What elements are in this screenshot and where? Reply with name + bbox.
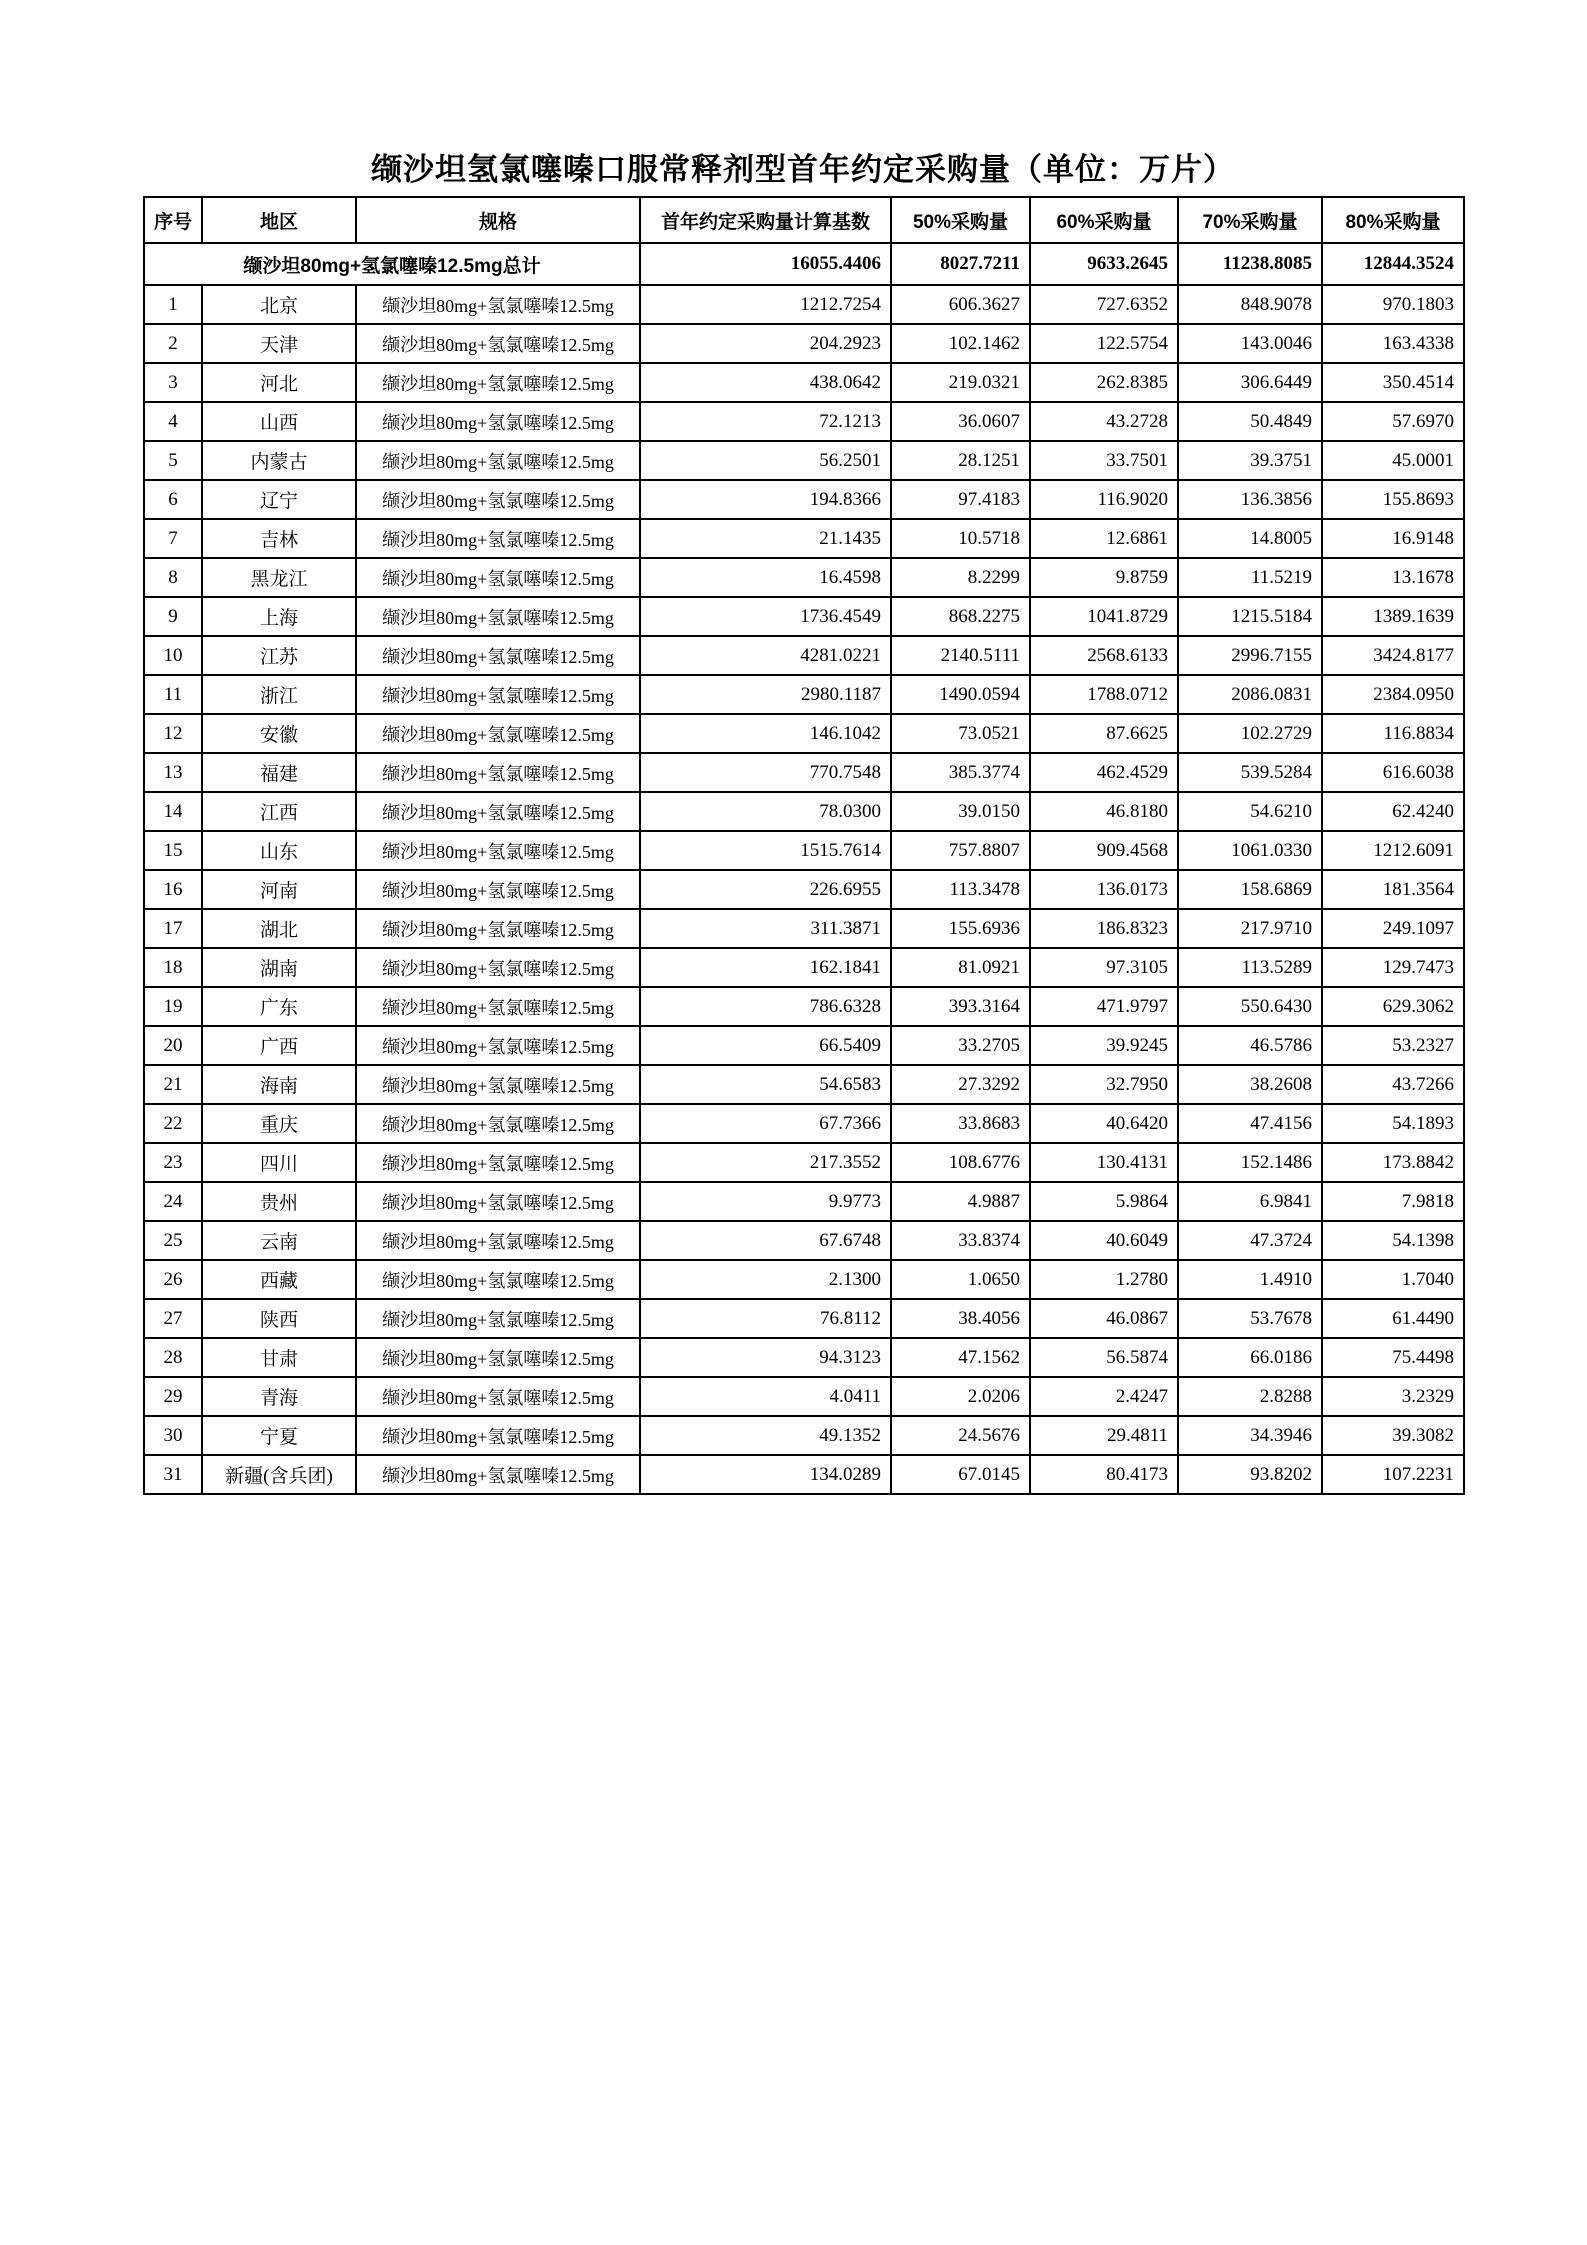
cell-value-2: 155.6936 (891, 909, 1030, 948)
cell-index: 29 (144, 1377, 202, 1416)
cell-value-1: 194.8366 (640, 480, 891, 519)
cell-spec: 缬沙坦80mg+氢氯噻嗪12.5mg (356, 870, 640, 909)
cell-value-3: 122.5754 (1030, 324, 1178, 363)
cell-spec: 缬沙坦80mg+氢氯噻嗪12.5mg (356, 1182, 640, 1221)
column-header-7: 70%采购量 (1178, 197, 1322, 243)
cell-value-3: 29.4811 (1030, 1416, 1178, 1455)
table-row (144, 1377, 1464, 1416)
cell-spec: 缬沙坦80mg+氢氯噻嗪12.5mg (356, 285, 640, 324)
cell-index: 15 (144, 831, 202, 870)
cell-region: 河南 (202, 870, 356, 909)
cell-index: 8 (144, 558, 202, 597)
cell-region: 四川 (202, 1143, 356, 1182)
cell-region: 云南 (202, 1221, 356, 1260)
cell-value-2: 757.8807 (891, 831, 1030, 870)
cell-value-5: 155.8693 (1322, 480, 1464, 519)
cell-value-1: 786.6328 (640, 987, 891, 1026)
cell-value-5: 629.3062 (1322, 987, 1464, 1026)
cell-value-5: 54.1398 (1322, 1221, 1464, 1260)
cell-value-5: 54.1893 (1322, 1104, 1464, 1143)
cell-value-3: 1041.8729 (1030, 597, 1178, 636)
table-row (144, 1104, 1464, 1143)
cell-value-4: 66.0186 (1178, 1338, 1322, 1377)
cell-value-2: 868.2275 (891, 597, 1030, 636)
cell-value-3: 1788.0712 (1030, 675, 1178, 714)
cell-region: 福建 (202, 753, 356, 792)
cell-index: 25 (144, 1221, 202, 1260)
cell-value-4: 53.7678 (1178, 1299, 1322, 1338)
cell-value-3: 136.0173 (1030, 870, 1178, 909)
cell-value-4: 6.9841 (1178, 1182, 1322, 1221)
cell-value-1: 94.3123 (640, 1338, 891, 1377)
cell-value-4: 306.6449 (1178, 363, 1322, 402)
cell-value-5: 970.1803 (1322, 285, 1464, 324)
cell-region: 新疆(含兵团) (202, 1455, 356, 1494)
cell-value-4: 102.2729 (1178, 714, 1322, 753)
cell-value-1: 2980.1187 (640, 675, 891, 714)
cell-value-2: 10.5718 (891, 519, 1030, 558)
cell-index: 3 (144, 363, 202, 402)
cell-region: 海南 (202, 1065, 356, 1104)
cell-value-4: 143.0046 (1178, 324, 1322, 363)
cell-value-1: 770.7548 (640, 753, 891, 792)
table-row (144, 1065, 1464, 1104)
column-header-5: 50%采购量 (891, 197, 1030, 243)
column-header-3: 规格 (356, 197, 640, 243)
cell-value-4: 550.6430 (1178, 987, 1322, 1026)
column-header-8: 80%采购量 (1322, 197, 1464, 243)
cell-region: 江西 (202, 792, 356, 831)
cell-value-1: 54.6583 (640, 1065, 891, 1104)
cell-region: 宁夏 (202, 1416, 356, 1455)
cell-spec: 缬沙坦80mg+氢氯噻嗪12.5mg (356, 1455, 640, 1494)
cell-value-4: 14.8005 (1178, 519, 1322, 558)
cell-index: 17 (144, 909, 202, 948)
cell-index: 13 (144, 753, 202, 792)
total-value-1: 16055.4406 (640, 243, 891, 285)
total-row (144, 243, 1464, 285)
cell-index: 10 (144, 636, 202, 675)
table-row (144, 363, 1464, 402)
cell-region: 湖北 (202, 909, 356, 948)
cell-value-3: 87.6625 (1030, 714, 1178, 753)
cell-value-3: 186.8323 (1030, 909, 1178, 948)
cell-index: 23 (144, 1143, 202, 1182)
cell-index: 9 (144, 597, 202, 636)
table-row (144, 1182, 1464, 1221)
cell-spec: 缬沙坦80mg+氢氯噻嗪12.5mg (356, 1299, 640, 1338)
cell-value-5: 39.3082 (1322, 1416, 1464, 1455)
cell-spec: 缬沙坦80mg+氢氯噻嗪12.5mg (356, 402, 640, 441)
cell-value-5: 13.1678 (1322, 558, 1464, 597)
cell-value-5: 3424.8177 (1322, 636, 1464, 675)
cell-value-1: 438.0642 (640, 363, 891, 402)
cell-value-2: 108.6776 (891, 1143, 1030, 1182)
cell-index: 1 (144, 285, 202, 324)
cell-value-3: 40.6049 (1030, 1221, 1178, 1260)
cell-spec: 缬沙坦80mg+氢氯噻嗪12.5mg (356, 558, 640, 597)
cell-value-5: 62.4240 (1322, 792, 1464, 831)
table-row (144, 1143, 1464, 1182)
cell-value-5: 75.4498 (1322, 1338, 1464, 1377)
cell-value-1: 146.1042 (640, 714, 891, 753)
cell-value-2: 33.8374 (891, 1221, 1030, 1260)
total-row-label: 缬沙坦80mg+氢氯噻嗪12.5mg总计 (144, 243, 640, 285)
cell-region: 江苏 (202, 636, 356, 675)
cell-value-3: 33.7501 (1030, 441, 1178, 480)
cell-value-2: 36.0607 (891, 402, 1030, 441)
table-row (144, 714, 1464, 753)
total-value-3: 9633.2645 (1030, 243, 1178, 285)
cell-index: 4 (144, 402, 202, 441)
table-row (144, 1455, 1464, 1494)
table-row (144, 792, 1464, 831)
cell-value-2: 38.4056 (891, 1299, 1030, 1338)
column-header-4: 首年约定采购量计算基数 (640, 197, 891, 243)
total-value-4: 11238.8085 (1178, 243, 1322, 285)
cell-value-2: 39.0150 (891, 792, 1030, 831)
cell-value-3: 80.4173 (1030, 1455, 1178, 1494)
cell-value-5: 1.7040 (1322, 1260, 1464, 1299)
cell-value-4: 54.6210 (1178, 792, 1322, 831)
table-row (144, 285, 1464, 324)
cell-value-1: 76.8112 (640, 1299, 891, 1338)
cell-value-2: 67.0145 (891, 1455, 1030, 1494)
cell-value-4: 47.4156 (1178, 1104, 1322, 1143)
table-row (144, 831, 1464, 870)
table-row (144, 597, 1464, 636)
table-row (144, 1026, 1464, 1065)
table-row (144, 1338, 1464, 1377)
cell-value-3: 97.3105 (1030, 948, 1178, 987)
cell-value-1: 162.1841 (640, 948, 891, 987)
table-row (144, 1260, 1464, 1299)
cell-value-5: 1212.6091 (1322, 831, 1464, 870)
cell-value-2: 2140.5111 (891, 636, 1030, 675)
cell-value-4: 50.4849 (1178, 402, 1322, 441)
cell-value-2: 219.0321 (891, 363, 1030, 402)
cell-value-5: 249.1097 (1322, 909, 1464, 948)
cell-value-1: 9.9773 (640, 1182, 891, 1221)
cell-value-3: 46.0867 (1030, 1299, 1178, 1338)
cell-value-2: 81.0921 (891, 948, 1030, 987)
cell-value-4: 2996.7155 (1178, 636, 1322, 675)
cell-value-4: 47.3724 (1178, 1221, 1322, 1260)
cell-region: 吉林 (202, 519, 356, 558)
cell-value-5: 43.7266 (1322, 1065, 1464, 1104)
cell-spec: 缬沙坦80mg+氢氯噻嗪12.5mg (356, 987, 640, 1026)
cell-value-2: 97.4183 (891, 480, 1030, 519)
cell-index: 2 (144, 324, 202, 363)
cell-value-2: 28.1251 (891, 441, 1030, 480)
cell-spec: 缬沙坦80mg+氢氯噻嗪12.5mg (356, 480, 640, 519)
cell-value-5: 163.4338 (1322, 324, 1464, 363)
cell-index: 12 (144, 714, 202, 753)
cell-value-4: 38.2608 (1178, 1065, 1322, 1104)
cell-spec: 缬沙坦80mg+氢氯噻嗪12.5mg (356, 324, 640, 363)
cell-index: 18 (144, 948, 202, 987)
cell-region: 安徽 (202, 714, 356, 753)
cell-region: 广西 (202, 1026, 356, 1065)
cell-value-4: 39.3751 (1178, 441, 1322, 480)
cell-value-1: 226.6955 (640, 870, 891, 909)
cell-value-1: 4281.0221 (640, 636, 891, 675)
cell-index: 28 (144, 1338, 202, 1377)
cell-value-2: 73.0521 (891, 714, 1030, 753)
cell-value-3: 12.6861 (1030, 519, 1178, 558)
cell-value-1: 66.5409 (640, 1026, 891, 1065)
cell-value-1: 4.0411 (640, 1377, 891, 1416)
cell-index: 5 (144, 441, 202, 480)
cell-index: 26 (144, 1260, 202, 1299)
cell-index: 31 (144, 1455, 202, 1494)
cell-value-4: 93.8202 (1178, 1455, 1322, 1494)
cell-value-2: 47.1562 (891, 1338, 1030, 1377)
page-title: 缬沙坦氢氯噻嗪口服常释剂型首年约定采购量（单位：万片） (371, 152, 1235, 187)
cell-value-4: 34.3946 (1178, 1416, 1322, 1455)
total-value-2: 8027.7211 (891, 243, 1030, 285)
cell-index: 11 (144, 675, 202, 714)
cell-value-1: 2.1300 (640, 1260, 891, 1299)
cell-index: 24 (144, 1182, 202, 1221)
cell-region: 内蒙古 (202, 441, 356, 480)
cell-value-4: 11.5219 (1178, 558, 1322, 597)
cell-value-2: 4.9887 (891, 1182, 1030, 1221)
cell-value-3: 262.8385 (1030, 363, 1178, 402)
cell-value-2: 33.8683 (891, 1104, 1030, 1143)
cell-spec: 缬沙坦80mg+氢氯噻嗪12.5mg (356, 1221, 640, 1260)
cell-value-3: 1.2780 (1030, 1260, 1178, 1299)
cell-value-3: 32.7950 (1030, 1065, 1178, 1104)
cell-value-2: 24.5676 (891, 1416, 1030, 1455)
cell-value-4: 1.4910 (1178, 1260, 1322, 1299)
cell-value-4: 217.9710 (1178, 909, 1322, 948)
cell-value-2: 606.3627 (891, 285, 1030, 324)
table-body (144, 243, 1464, 1494)
cell-index: 16 (144, 870, 202, 909)
cell-region: 河北 (202, 363, 356, 402)
cell-spec: 缬沙坦80mg+氢氯噻嗪12.5mg (356, 519, 640, 558)
cell-index: 7 (144, 519, 202, 558)
cell-value-2: 102.1462 (891, 324, 1030, 363)
cell-spec: 缬沙坦80mg+氢氯噻嗪12.5mg (356, 1416, 640, 1455)
cell-region: 黑龙江 (202, 558, 356, 597)
cell-value-2: 113.3478 (891, 870, 1030, 909)
cell-value-3: 116.9020 (1030, 480, 1178, 519)
cell-region: 北京 (202, 285, 356, 324)
cell-region: 湖南 (202, 948, 356, 987)
cell-value-4: 539.5284 (1178, 753, 1322, 792)
cell-value-5: 7.9818 (1322, 1182, 1464, 1221)
cell-index: 22 (144, 1104, 202, 1143)
cell-index: 19 (144, 987, 202, 1026)
cell-value-4: 1061.0330 (1178, 831, 1322, 870)
cell-value-1: 78.0300 (640, 792, 891, 831)
cell-value-2: 27.3292 (891, 1065, 1030, 1104)
procurement-table (143, 196, 1465, 1495)
cell-spec: 缬沙坦80mg+氢氯噻嗪12.5mg (356, 1260, 640, 1299)
cell-value-1: 134.0289 (640, 1455, 891, 1494)
cell-value-1: 16.4598 (640, 558, 891, 597)
cell-region: 重庆 (202, 1104, 356, 1143)
cell-value-1: 1515.7614 (640, 831, 891, 870)
cell-spec: 缬沙坦80mg+氢氯噻嗪12.5mg (356, 831, 640, 870)
cell-value-5: 16.9148 (1322, 519, 1464, 558)
cell-value-4: 848.9078 (1178, 285, 1322, 324)
table-row (144, 753, 1464, 792)
cell-value-1: 311.3871 (640, 909, 891, 948)
cell-region: 贵州 (202, 1182, 356, 1221)
cell-spec: 缬沙坦80mg+氢氯噻嗪12.5mg (356, 441, 640, 480)
cell-value-5: 45.0001 (1322, 441, 1464, 480)
cell-value-2: 393.3164 (891, 987, 1030, 1026)
cell-spec: 缬沙坦80mg+氢氯噻嗪12.5mg (356, 675, 640, 714)
table-row (144, 636, 1464, 675)
cell-value-4: 136.3856 (1178, 480, 1322, 519)
cell-value-1: 1212.7254 (640, 285, 891, 324)
cell-value-4: 152.1486 (1178, 1143, 1322, 1182)
cell-value-5: 116.8834 (1322, 714, 1464, 753)
cell-region: 浙江 (202, 675, 356, 714)
cell-region: 山西 (202, 402, 356, 441)
cell-index: 21 (144, 1065, 202, 1104)
cell-value-1: 67.7366 (640, 1104, 891, 1143)
cell-value-2: 33.2705 (891, 1026, 1030, 1065)
cell-value-2: 385.3774 (891, 753, 1030, 792)
cell-value-4: 46.5786 (1178, 1026, 1322, 1065)
cell-value-5: 53.2327 (1322, 1026, 1464, 1065)
cell-value-1: 49.1352 (640, 1416, 891, 1455)
cell-value-4: 2.8288 (1178, 1377, 1322, 1416)
cell-value-1: 21.1435 (640, 519, 891, 558)
cell-spec: 缬沙坦80mg+氢氯噻嗪12.5mg (356, 909, 640, 948)
column-header-6: 60%采购量 (1030, 197, 1178, 243)
cell-index: 6 (144, 480, 202, 519)
cell-value-4: 113.5289 (1178, 948, 1322, 987)
cell-value-5: 61.4490 (1322, 1299, 1464, 1338)
cell-index: 20 (144, 1026, 202, 1065)
cell-value-3: 471.9797 (1030, 987, 1178, 1026)
table-row (144, 1221, 1464, 1260)
cell-value-2: 2.0206 (891, 1377, 1030, 1416)
cell-region: 甘肃 (202, 1338, 356, 1377)
cell-value-4: 1215.5184 (1178, 597, 1322, 636)
cell-value-3: 43.2728 (1030, 402, 1178, 441)
total-value-5: 12844.3524 (1322, 243, 1464, 285)
cell-value-3: 56.5874 (1030, 1338, 1178, 1377)
cell-value-3: 909.4568 (1030, 831, 1178, 870)
cell-value-5: 350.4514 (1322, 363, 1464, 402)
cell-value-1: 1736.4549 (640, 597, 891, 636)
cell-value-5: 616.6038 (1322, 753, 1464, 792)
cell-value-3: 39.9245 (1030, 1026, 1178, 1065)
cell-spec: 缬沙坦80mg+氢氯噻嗪12.5mg (356, 1065, 640, 1104)
cell-value-4: 158.6869 (1178, 870, 1322, 909)
cell-spec: 缬沙坦80mg+氢氯噻嗪12.5mg (356, 1338, 640, 1377)
cell-value-2: 1490.0594 (891, 675, 1030, 714)
cell-region: 山东 (202, 831, 356, 870)
table-row (144, 480, 1464, 519)
cell-region: 西藏 (202, 1260, 356, 1299)
cell-spec: 缬沙坦80mg+氢氯噻嗪12.5mg (356, 1104, 640, 1143)
cell-spec: 缬沙坦80mg+氢氯噻嗪12.5mg (356, 1026, 640, 1065)
cell-value-1: 72.1213 (640, 402, 891, 441)
cell-value-1: 56.2501 (640, 441, 891, 480)
cell-value-3: 40.6420 (1030, 1104, 1178, 1143)
cell-spec: 缬沙坦80mg+氢氯噻嗪12.5mg (356, 753, 640, 792)
cell-region: 天津 (202, 324, 356, 363)
cell-spec: 缬沙坦80mg+氢氯噻嗪12.5mg (356, 1377, 640, 1416)
table-row (144, 948, 1464, 987)
cell-value-5: 3.2329 (1322, 1377, 1464, 1416)
cell-value-5: 173.8842 (1322, 1143, 1464, 1182)
table-row (144, 519, 1464, 558)
cell-value-1: 217.3552 (640, 1143, 891, 1182)
cell-value-3: 462.4529 (1030, 753, 1178, 792)
cell-region: 辽宁 (202, 480, 356, 519)
cell-value-3: 727.6352 (1030, 285, 1178, 324)
table-row (144, 909, 1464, 948)
cell-value-2: 8.2299 (891, 558, 1030, 597)
table-row (144, 870, 1464, 909)
cell-index: 30 (144, 1416, 202, 1455)
table-row (144, 675, 1464, 714)
cell-value-3: 46.8180 (1030, 792, 1178, 831)
header-row (144, 197, 1464, 243)
cell-region: 广东 (202, 987, 356, 1026)
cell-value-5: 1389.1639 (1322, 597, 1464, 636)
cell-spec: 缬沙坦80mg+氢氯噻嗪12.5mg (356, 714, 640, 753)
cell-value-5: 129.7473 (1322, 948, 1464, 987)
cell-value-5: 107.2231 (1322, 1455, 1464, 1494)
table-row (144, 987, 1464, 1026)
cell-region: 青海 (202, 1377, 356, 1416)
cell-spec: 缬沙坦80mg+氢氯噻嗪12.5mg (356, 597, 640, 636)
cell-value-3: 2568.6133 (1030, 636, 1178, 675)
cell-region: 上海 (202, 597, 356, 636)
cell-spec: 缬沙坦80mg+氢氯噻嗪12.5mg (356, 363, 640, 402)
table-row (144, 558, 1464, 597)
cell-value-3: 130.4131 (1030, 1143, 1178, 1182)
cell-value-2: 1.0650 (891, 1260, 1030, 1299)
cell-spec: 缬沙坦80mg+氢氯噻嗪12.5mg (356, 1143, 640, 1182)
cell-value-3: 2.4247 (1030, 1377, 1178, 1416)
table-row (144, 1299, 1464, 1338)
column-header-1: 序号 (144, 197, 202, 243)
cell-value-5: 181.3564 (1322, 870, 1464, 909)
cell-value-4: 2086.0831 (1178, 675, 1322, 714)
table-row (144, 324, 1464, 363)
cell-spec: 缬沙坦80mg+氢氯噻嗪12.5mg (356, 792, 640, 831)
cell-spec: 缬沙坦80mg+氢氯噻嗪12.5mg (356, 636, 640, 675)
cell-value-1: 67.6748 (640, 1221, 891, 1260)
cell-value-3: 9.8759 (1030, 558, 1178, 597)
table-row (144, 402, 1464, 441)
cell-value-1: 204.2923 (640, 324, 891, 363)
cell-value-3: 5.9864 (1030, 1182, 1178, 1221)
table-row (144, 441, 1464, 480)
cell-region: 陕西 (202, 1299, 356, 1338)
column-header-2: 地区 (202, 197, 356, 243)
cell-value-5: 2384.0950 (1322, 675, 1464, 714)
cell-index: 27 (144, 1299, 202, 1338)
table-row (144, 1416, 1464, 1455)
cell-index: 14 (144, 792, 202, 831)
cell-value-5: 57.6970 (1322, 402, 1464, 441)
cell-spec: 缬沙坦80mg+氢氯噻嗪12.5mg (356, 948, 640, 987)
